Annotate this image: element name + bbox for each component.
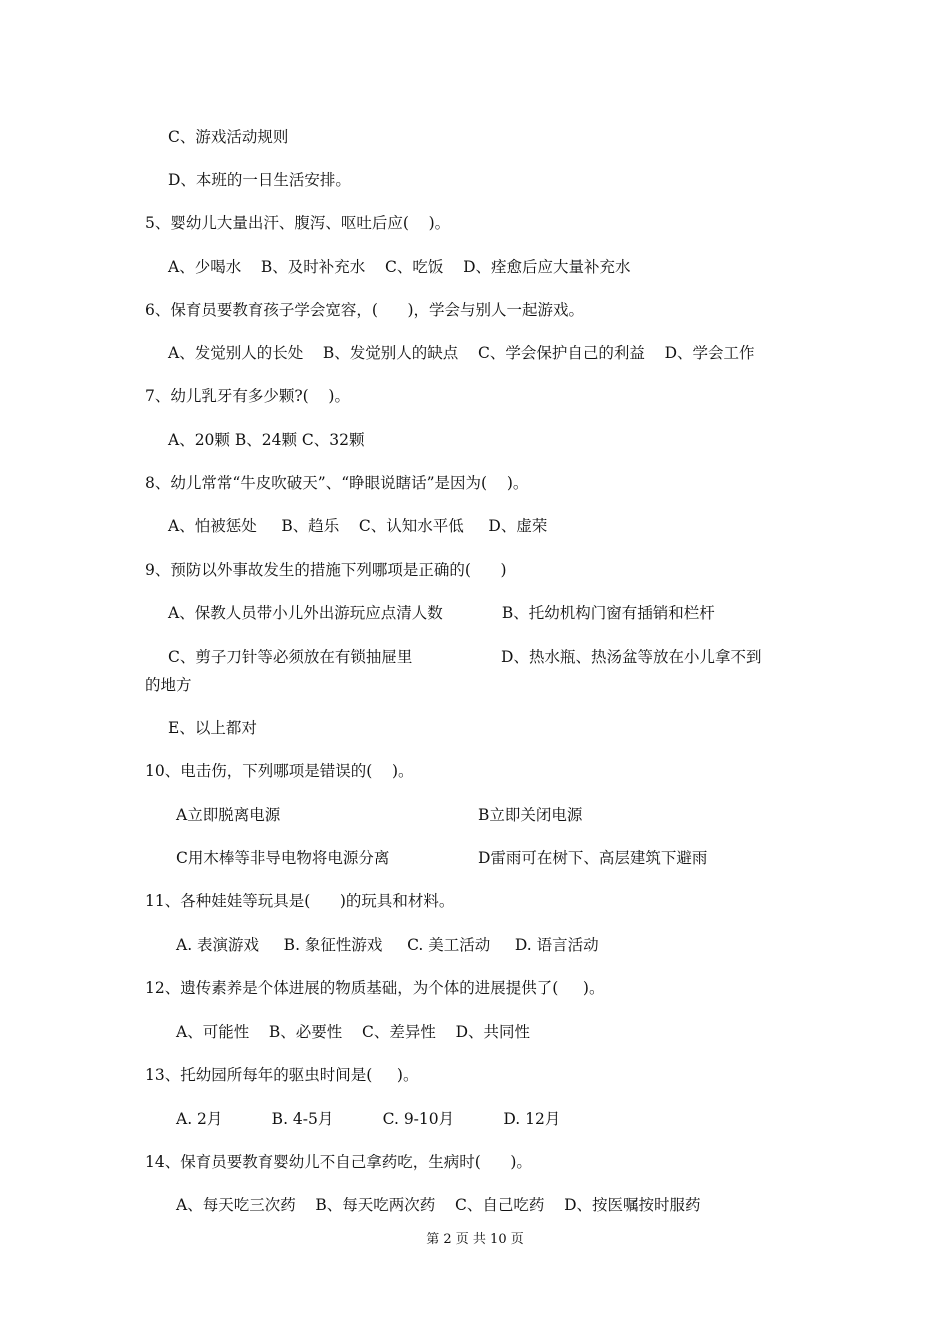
question-line: 7、幼儿乳牙有多少颗?( )。 [145, 387, 350, 405]
question-line: 6、保育员要教育孩子学会宽容，( )，学会与别人一起游戏。 [145, 301, 585, 319]
option-line: A立即脱离电源 [176, 806, 281, 824]
option-line: A、可能性 B、必要性 C、差异性 D、共同性 [176, 1023, 530, 1041]
option-line: D雷雨可在树下、高层建筑下避雨 [478, 849, 708, 867]
question-line: 10、电击伤，下列哪项是错误的( )。 [145, 762, 414, 780]
option-line: B立即关闭电源 [478, 806, 583, 824]
question-line: 12、遗传素养是个体进展的物质基础，为个体的进展提供了( )。 [145, 979, 605, 997]
question-line: 5、婴幼儿大量出汗、腹泻、呕吐后应( )。 [145, 214, 451, 232]
question-line: 13、托幼园所每年的驱虫时间是( )。 [145, 1066, 419, 1084]
question-line: 14、保育员要教育婴幼儿不自己拿药吃，生病时( )。 [145, 1153, 532, 1171]
option-line: A. 2月 B. 4-5月 C. 9-10月 D. 12月 [176, 1110, 561, 1128]
option-line: A. 表演游戏 B. 象征性游戏 C. 美工活动 D. 语言活动 [176, 936, 599, 954]
option-line: C用木棒等非导电物将电源分离 [176, 849, 390, 867]
option-line: A、20颗 B、24颗 C、32颗 [168, 431, 365, 449]
question-line: 8、幼儿常常“牛皮吹破天”、“睁眼说瞎话”是因为( )。 [145, 474, 529, 492]
page-footer: 第 2 页 共 10 页 [426, 1232, 524, 1247]
option-line: C、游戏活动规则 [168, 128, 289, 146]
option-line: A、发觉别人的长处 B、发觉别人的缺点 C、学会保护自己的利益 D、学会工作 [168, 344, 755, 362]
option-line-continued: 的地方 [145, 676, 192, 694]
option-line: A、怕被惩处 B、趋乐 C、认知水平低 D、虚荣 [168, 517, 548, 535]
option-line: A、每天吃三次药 B、每天吃两次药 C、自己吃药 D、按医嘱按时服药 [176, 1196, 701, 1214]
option-line: A、少喝水 B、及时补充水 C、吃饭 D、痊愈后应大量补充水 [168, 258, 631, 276]
question-line: 9、预防以外事故发生的措施下列哪项是正确的( ) [145, 561, 507, 579]
option-line: E、以上都对 [168, 719, 257, 737]
question-line: 11、各种娃娃等玩具是( )的玩具和材料。 [145, 892, 455, 910]
option-line: C、剪子刀针等必须放在有锁抽屉里 D、热水瓶、热汤盆等放在小儿拿不到 [168, 648, 762, 666]
option-line: A、保教人员带小儿外出游玩应点清人数 B、托幼机构门窗有插销和栏杆 [168, 604, 715, 622]
option-line: D、本班的一日生活安排。 [168, 171, 351, 189]
